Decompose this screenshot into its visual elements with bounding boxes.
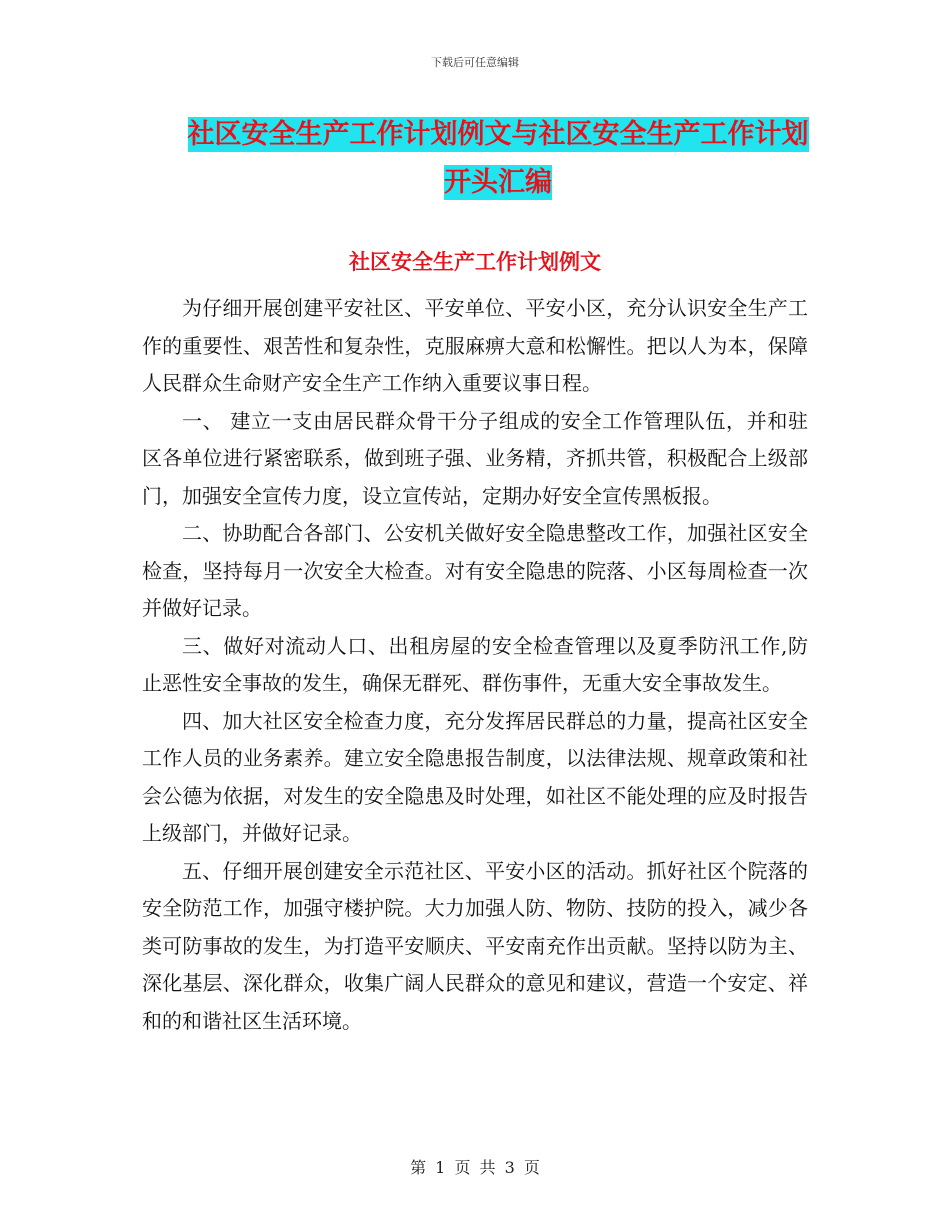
- paragraph-item-4: 四、加大社区安全检查力度，充分发挥居民群总的力量，提高社区安全工作人员的业务素养。建立安全隐患报告制度，以法律法规、规章政策和社会公德为依据，对发生的安全隐患及时处理，如社区不能处理的应及时报告上级部门，并做好记录。: [142, 708, 808, 845]
- paragraph-intro: 为仔细开展创建平安社区、平安单位、平安小区，充分认识安全生产工作的重要性、艰苦性和复杂性，克服麻痹大意和松懈性。把以人为本，保障人民群众生命财产安全生产工作纳入重要议事日程。: [142, 296, 808, 395]
- title-line-2: 开头汇编: [444, 167, 552, 198]
- paragraph-item-5: 五、仔细开展创建安全示范社区、平安小区的活动。抓好社区个院落的安全防范工作，加强守楼护院。大力加强人防、物防、技防的投入，减少各类可防事故的发生，为打造平安顺庆、平安南充作出贡献。坚持以防为主、深化基层、深化群众，收集广阔人民群众的意见和建议，营造一个安定、祥和的和谐社区生活环境。: [142, 858, 808, 1033]
- header-note: 下载后可任意编辑: [431, 56, 519, 69]
- title-line-1: 社区安全生产工作计划例文与社区安全生产工作计划: [187, 119, 809, 150]
- section-title: 社区安全生产工作计划例文: [349, 250, 601, 274]
- paragraph-item-3: 三、做好对流动人口、出租房屋的安全检查管理以及夏季防汛工作,防止恶性安全事故的发生，确保无群死、群伤事件，无重大安全事故发生。: [142, 633, 808, 695]
- body-text: [142, 290, 808, 1040]
- paragraph-item-1: 一、 建立一支由居民群众骨干分子组成的安全工作管理队伍，并和驻区各单位进行紧密联系，做到班子强、业务精，齐抓共管，积极配合上级部门，加强安全宣传力度，设立宣传站，定期办好安全宣传黑板报。: [142, 408, 808, 508]
- document-title: [140, 111, 856, 207]
- page-footer: 第 1 页 共 3 页: [410, 1158, 540, 1177]
- paragraph-item-2: 二、协助配合各部门、公安机关做好安全隐患整改工作，加强社区安全检查，坚持每月一次安全大检查。对有安全隐患的院落、小区每周检查一次并做好记录。: [142, 521, 808, 620]
